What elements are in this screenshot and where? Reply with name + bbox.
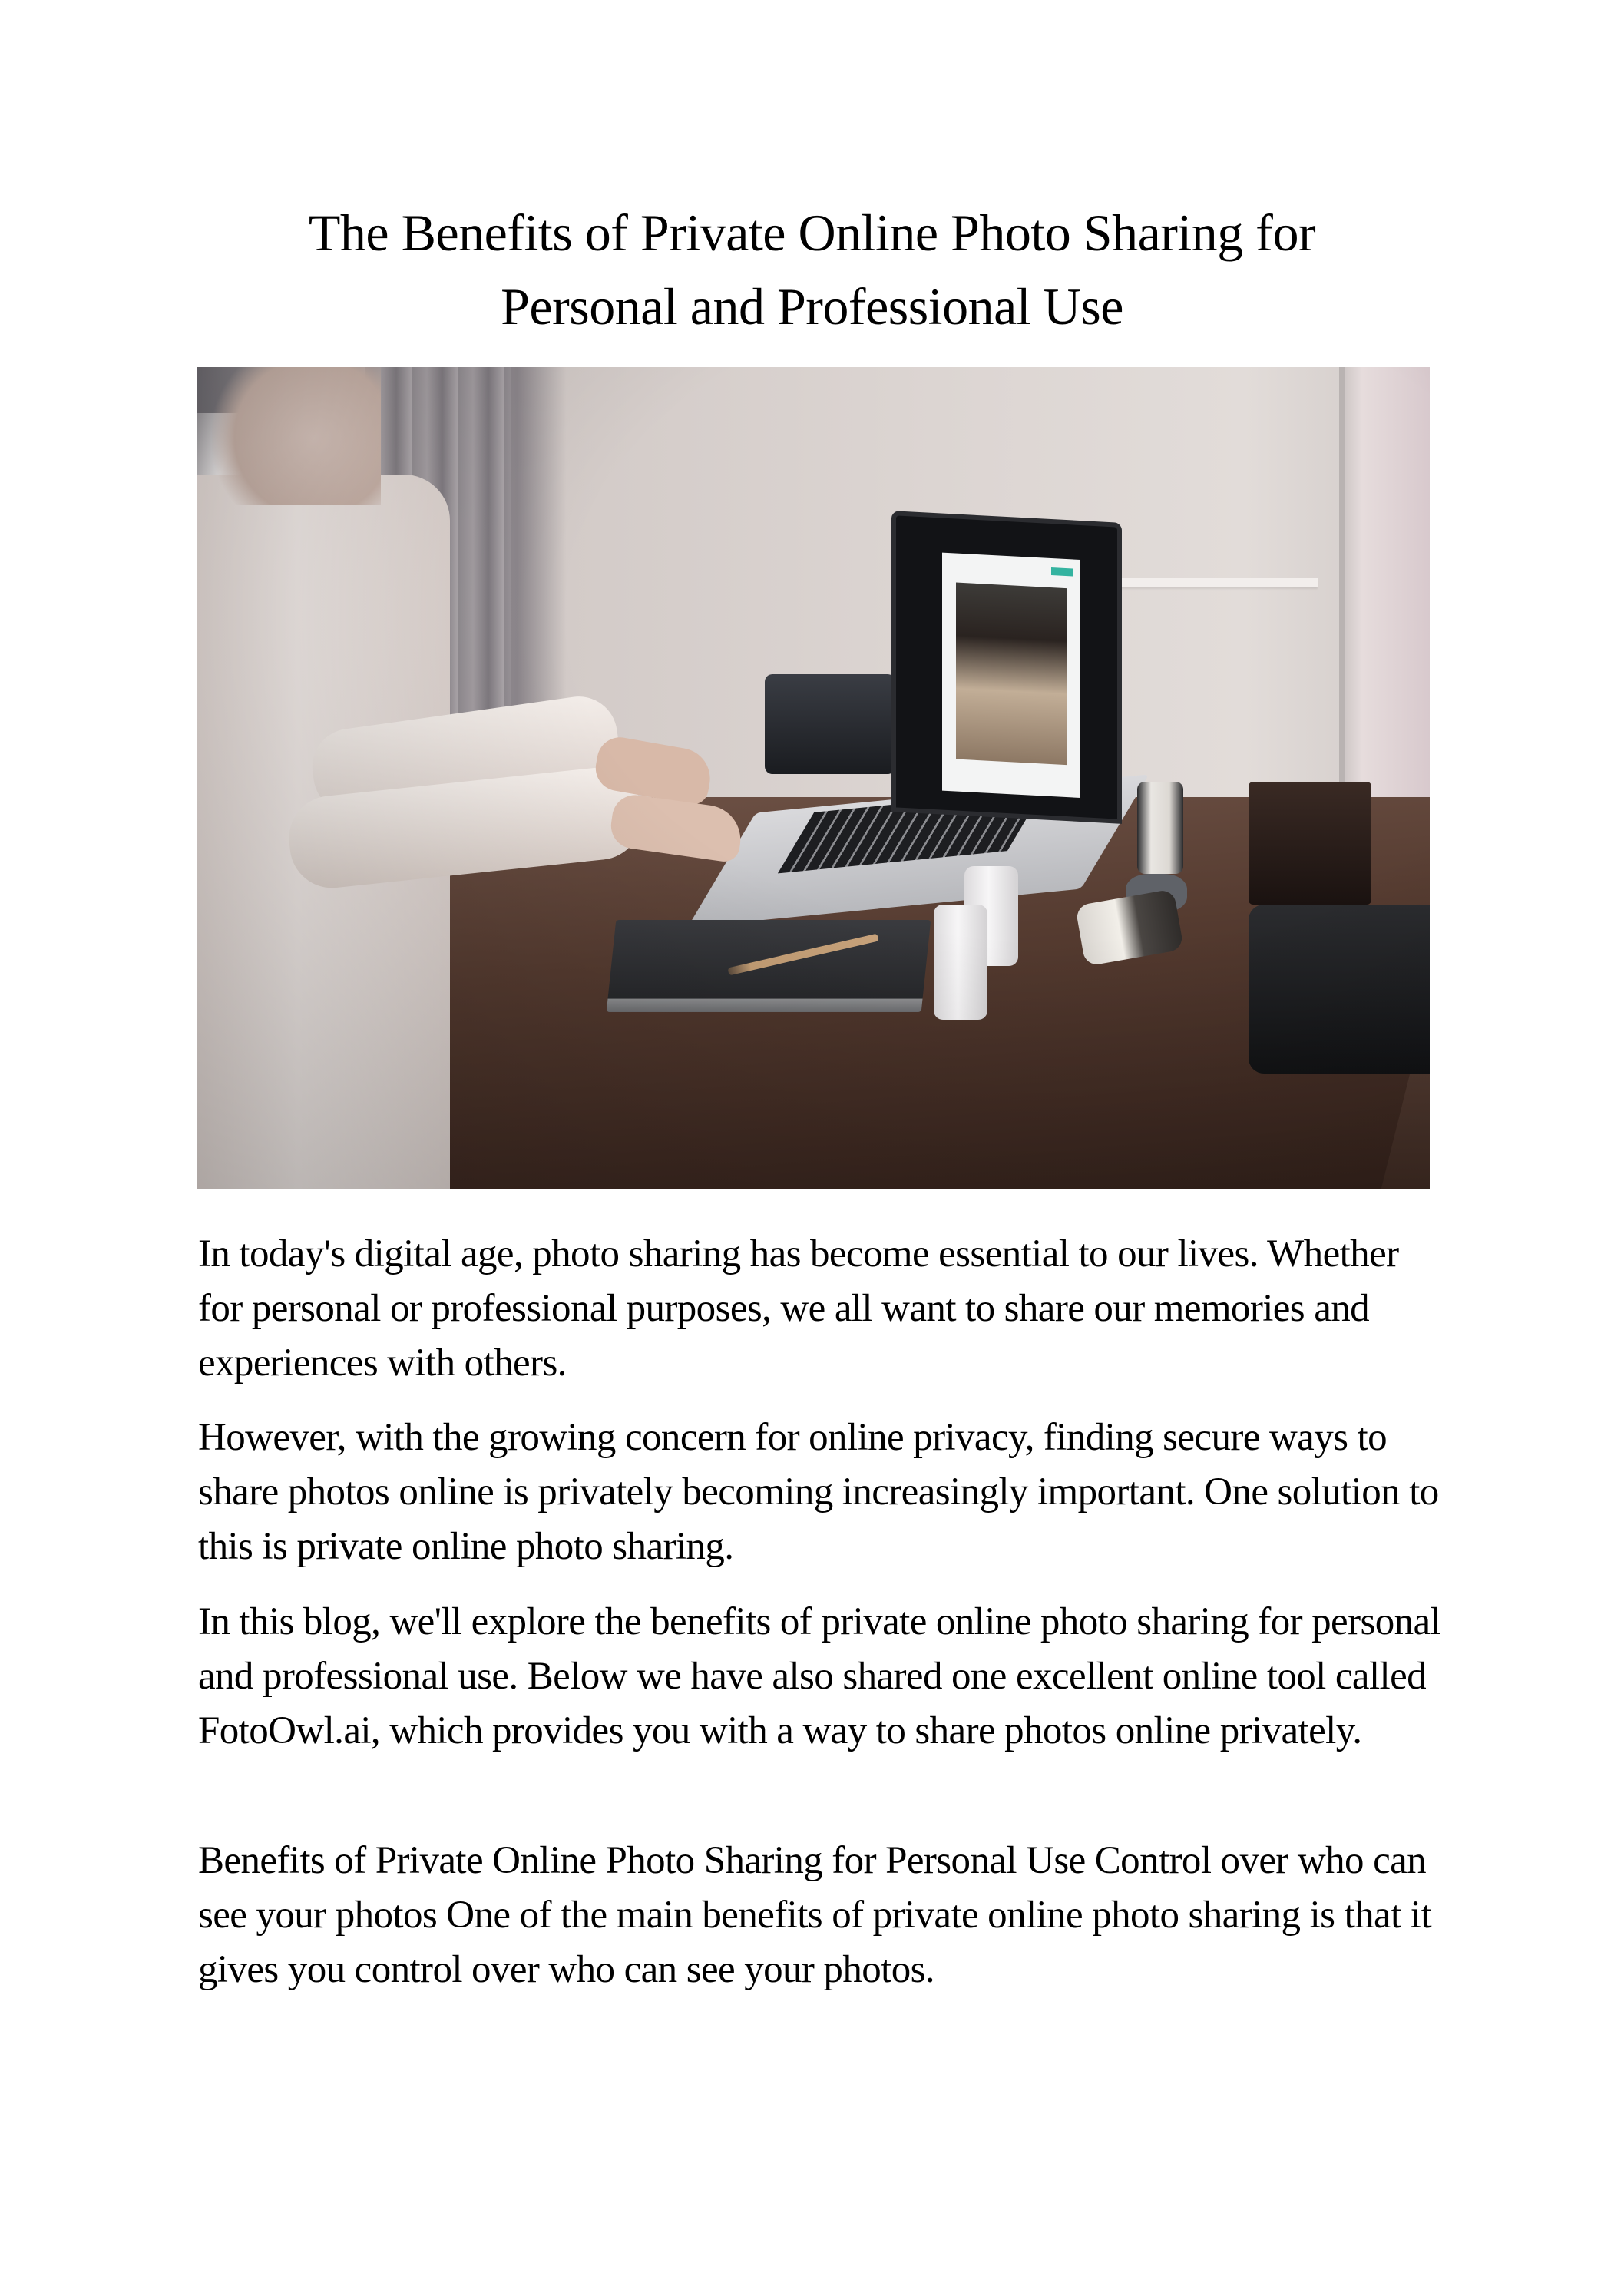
- pen-holder: [1249, 782, 1371, 905]
- title-line-1: The Benefits of Private Online Photo Sharing for: [308, 203, 1316, 262]
- film-canister: [934, 905, 987, 1020]
- paragraph-intro: In today's digital age, photo sharing has become essential to our lives. Whether for personal or professional purposes, we all want to share our memories and experiences with others.: [198, 1232, 1399, 1385]
- camera-body-icon: [765, 674, 895, 774]
- portrait-photo: [956, 583, 1067, 766]
- laptop-ui-button: [1051, 567, 1073, 576]
- laptop-screen: [891, 511, 1122, 824]
- wall-moulding: [1087, 578, 1318, 587]
- hero-image: [197, 367, 1430, 1189]
- paragraph-blog-overview: In this blog, we'll explore the benefits of private online photo sharing for personal and professional use. Below we have also shared one excellent online tool called FotoOwl.ai, which provides you with a way to share photos online privately.: [198, 1600, 1441, 1752]
- laptop-photo-page: [942, 553, 1080, 798]
- person-head: [212, 367, 381, 505]
- title-line-2: Personal and Professional Use: [501, 277, 1123, 336]
- paragraph-benefits-personal: Benefits of Private Online Photo Sharing for Personal Use Control over who can see your photos One of the main benefits of private online photo sharing is that it gives you control over who can see your photos.: [198, 1839, 1431, 1991]
- camera-right: [1249, 905, 1430, 1074]
- page-title: [115, 196, 1509, 343]
- paragraph-privacy: However, with the growing concern for online privacy, finding secure ways to share photos online is privately becoming increasingly important. One solution to this is private online photo sharing.: [198, 1416, 1439, 1568]
- film-roll: [1137, 782, 1183, 874]
